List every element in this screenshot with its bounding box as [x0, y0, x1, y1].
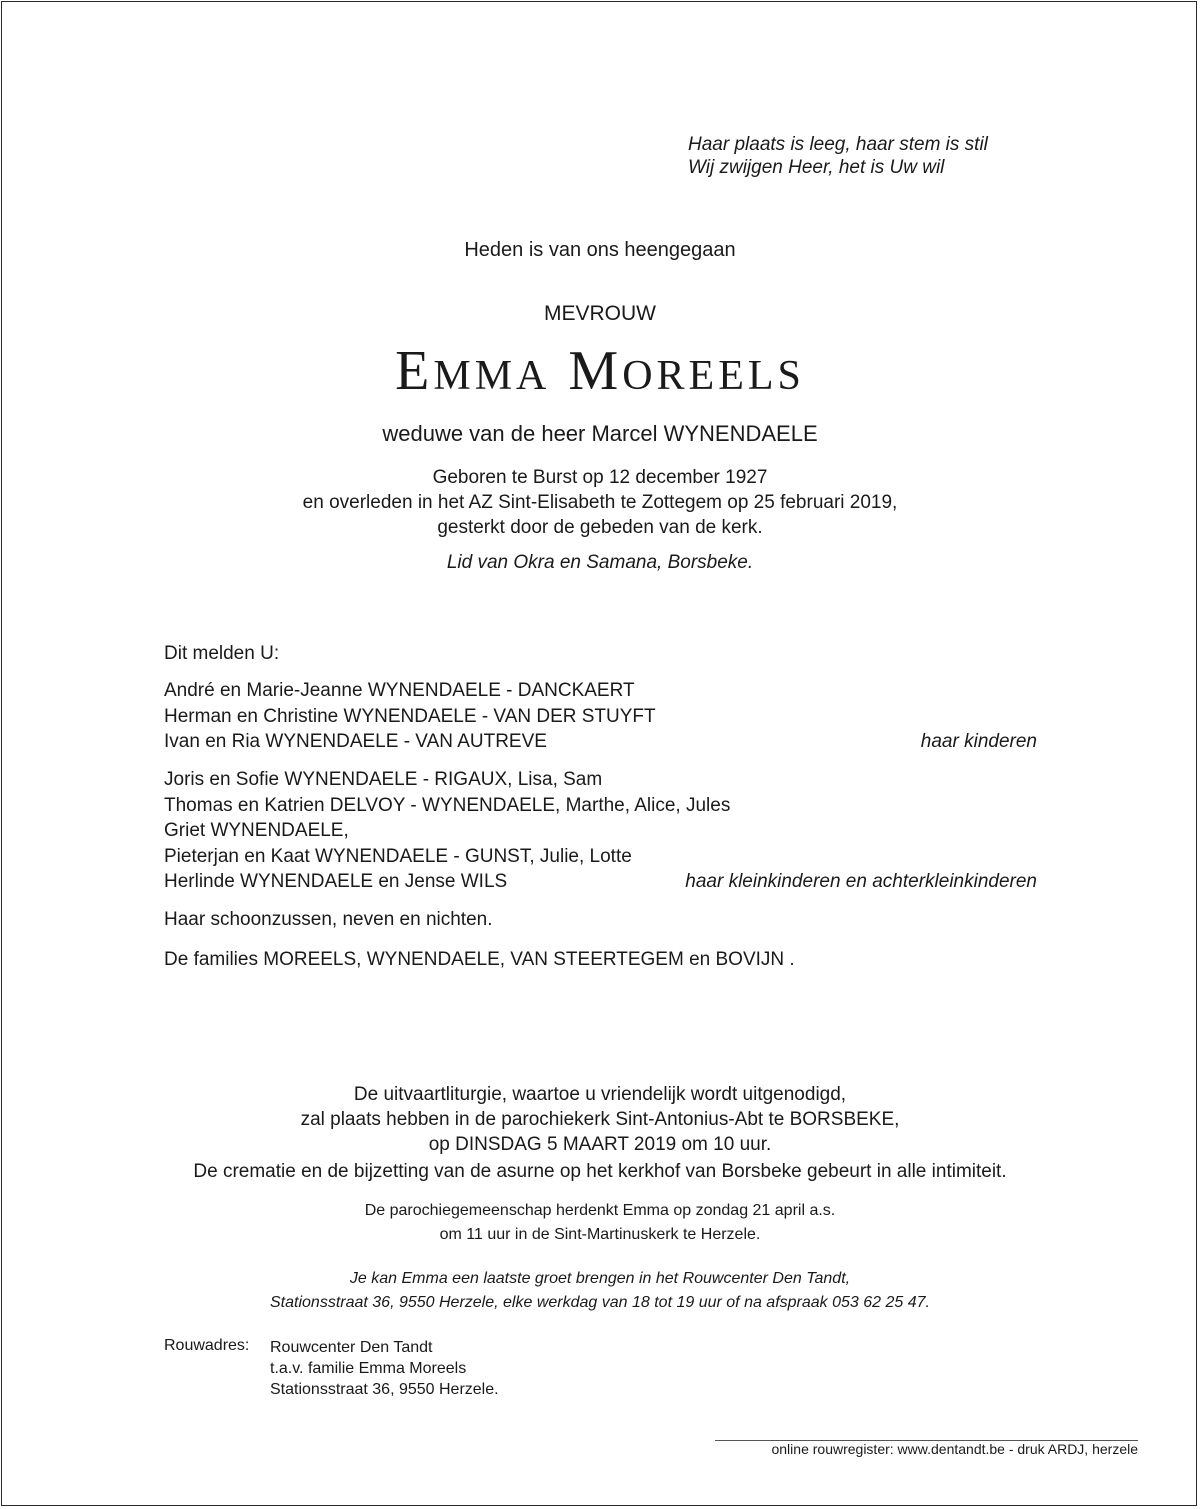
grandchild-name: Joris en Sofie WYNENDAELE - RIGAUX, Lisa, Sam	[164, 769, 603, 790]
birth-line: Geboren te Burst op 12 december 1927	[432, 467, 768, 488]
deceased-name	[0, 336, 1200, 411]
memorial-line: om 11 uur in de Sint-Martinuskerk te Herzele.	[439, 1226, 761, 1243]
birth-death-info	[0, 465, 1200, 540]
grandchild-name: Pieterjan en Kaat WYNENDAELE - GUNST, Julie, Lotte	[164, 845, 632, 867]
address-line: t.a.v. familie Emma Moreels	[270, 1360, 467, 1377]
visit-line: Stationsstraat 36, 9550 Herzele, elke werkdag van 18 tot 19 uur of na afspraak 053 62 25 47.	[270, 1294, 930, 1311]
last-name-initial: M	[568, 340, 623, 402]
inlaws-text: Haar schoonzussen, neven en nichten.	[164, 909, 493, 930]
address-line: Rouwcenter Den Tandt	[270, 1339, 433, 1356]
grandchild-name: Griet WYNENDAELE,	[164, 820, 349, 841]
poem	[688, 133, 988, 179]
list-item	[164, 869, 1037, 895]
list-item	[164, 704, 1037, 730]
list-item	[164, 844, 1037, 870]
announce-text: Dit melden U:	[164, 643, 280, 664]
first-name-initial: E	[395, 340, 434, 402]
families-text: De families MOREELS, WYNENDAELE, VAN STEERTEGEM en BOVIJN .	[164, 949, 795, 970]
memorial-line: De parochiegemeenschap herdenkt Emma op zondag 21 april a.s.	[364, 1202, 836, 1219]
list-item	[164, 767, 1037, 793]
grandchildren-list	[164, 767, 1037, 895]
funeral-line: op DINSDAG 5 MAART 2019 om 10 uur.	[428, 1134, 772, 1155]
list-item	[164, 729, 1037, 755]
visit-info	[0, 1267, 1200, 1315]
membership: Lid van Okra en Samana, Borsbeke.	[446, 552, 754, 573]
first-name-rest: MMA	[433, 353, 551, 399]
grandchild-name: Herlinde WYNENDAELE en Jense WILS	[164, 871, 508, 892]
poem-line: Wij zwijgen Heer, het is Uw wil	[688, 157, 945, 178]
list-item	[164, 678, 1037, 704]
funeral-line: De uitvaartliturgie, waartoe u vriendelijk wordt uitgenodigd,	[353, 1084, 847, 1105]
grandchildren-role: haar kleinkinderen en achterkleinkinderen	[685, 871, 1037, 892]
last-name-rest: OREELS	[622, 353, 805, 399]
funeral-line: zal plaats hebben in de parochiekerk Sint-Antonius-Abt te BORSBEKE,	[300, 1109, 900, 1130]
cremation-text: De crematie en de bijzetting van de asurne op het kerkhof van Borsbeke gebeurt in alle intimiteit.	[193, 1161, 1007, 1182]
death-line: en overleden in het AZ Sint-Elisabeth te Zottegem op 25 februari 2019,	[302, 492, 898, 513]
church-line: gesterkt door de gebeden van de kerk.	[437, 517, 763, 538]
address-label: Rouwadres:	[164, 1337, 250, 1354]
honorific: MEVROUW	[544, 302, 656, 325]
widow-of: weduwe van de heer Marcel WYNENDAELE	[382, 421, 818, 446]
footer-text: online rouwregister: www.dentandt.be - druk ARDJ, herzele	[771, 1441, 1138, 1457]
intro-text: Heden is van ons heengegaan	[464, 239, 736, 261]
address-lines	[270, 1337, 499, 1400]
child-name: André en Marie-Jeanne WYNENDAELE - DANCKAERT	[164, 680, 635, 701]
child-name: Ivan en Ria WYNENDAELE - VAN AUTREVE	[164, 731, 547, 752]
memorial-info	[0, 1199, 1200, 1247]
children-role: haar kinderen	[920, 731, 1037, 752]
child-name: Herman en Christine WYNENDAELE - VAN DER STUYFT	[164, 705, 656, 727]
visit-line: Je kan Emma een laatste groet brengen in het Rouwcenter Den Tandt,	[349, 1270, 851, 1287]
children-list	[164, 678, 1037, 755]
poem-line: Haar plaats is leeg, haar stem is stil	[688, 134, 988, 155]
grandchild-name: Thomas en Katrien DELVOY - WYNENDAELE, Marthe, Alice, Jules	[164, 794, 731, 816]
funeral-info	[0, 1082, 1200, 1157]
list-item	[164, 793, 1037, 819]
address-line: Stationsstraat 36, 9550 Herzele.	[270, 1381, 499, 1398]
list-item	[164, 818, 1037, 844]
